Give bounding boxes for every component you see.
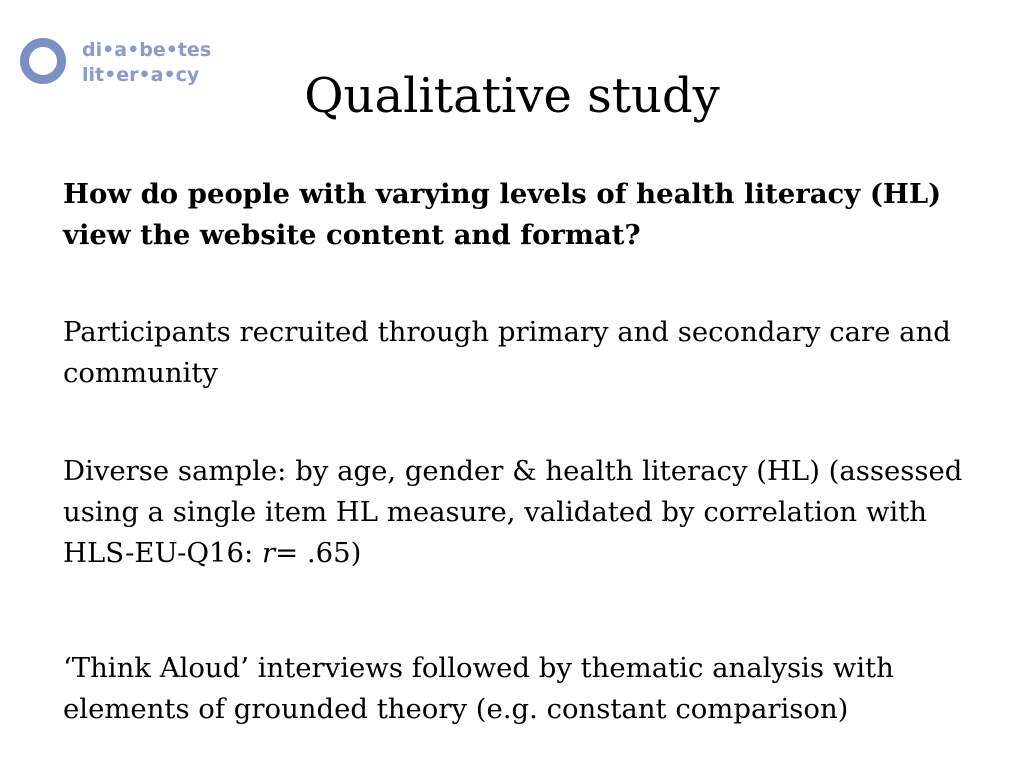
sample-r-value: = .65) [275,537,362,569]
recruitment-text: Participants recruited through primary and secondary care and community [63,316,951,389]
slide-title: Qualitative study [304,68,720,124]
method-text: ‘Think Aloud’ interviews followed by thematic analysis with elements of grounded theory (e.g. constant comparison) [63,652,894,725]
logo-line-2: lit•er•a•cy [82,64,200,86]
logo-line-1: di•a•be•tes [82,39,212,61]
research-question: How do people with varying levels of health literacy (HL) view the website content and format? [63,178,942,251]
sample-text-main: Diverse sample: by age, gender & health literacy (HL) (assessed using a single item HL measure, validated by correlation with HLS-EU-Q16: [63,455,963,569]
sample-text [63,451,983,574]
sample-r-symbol: r [262,537,276,569]
